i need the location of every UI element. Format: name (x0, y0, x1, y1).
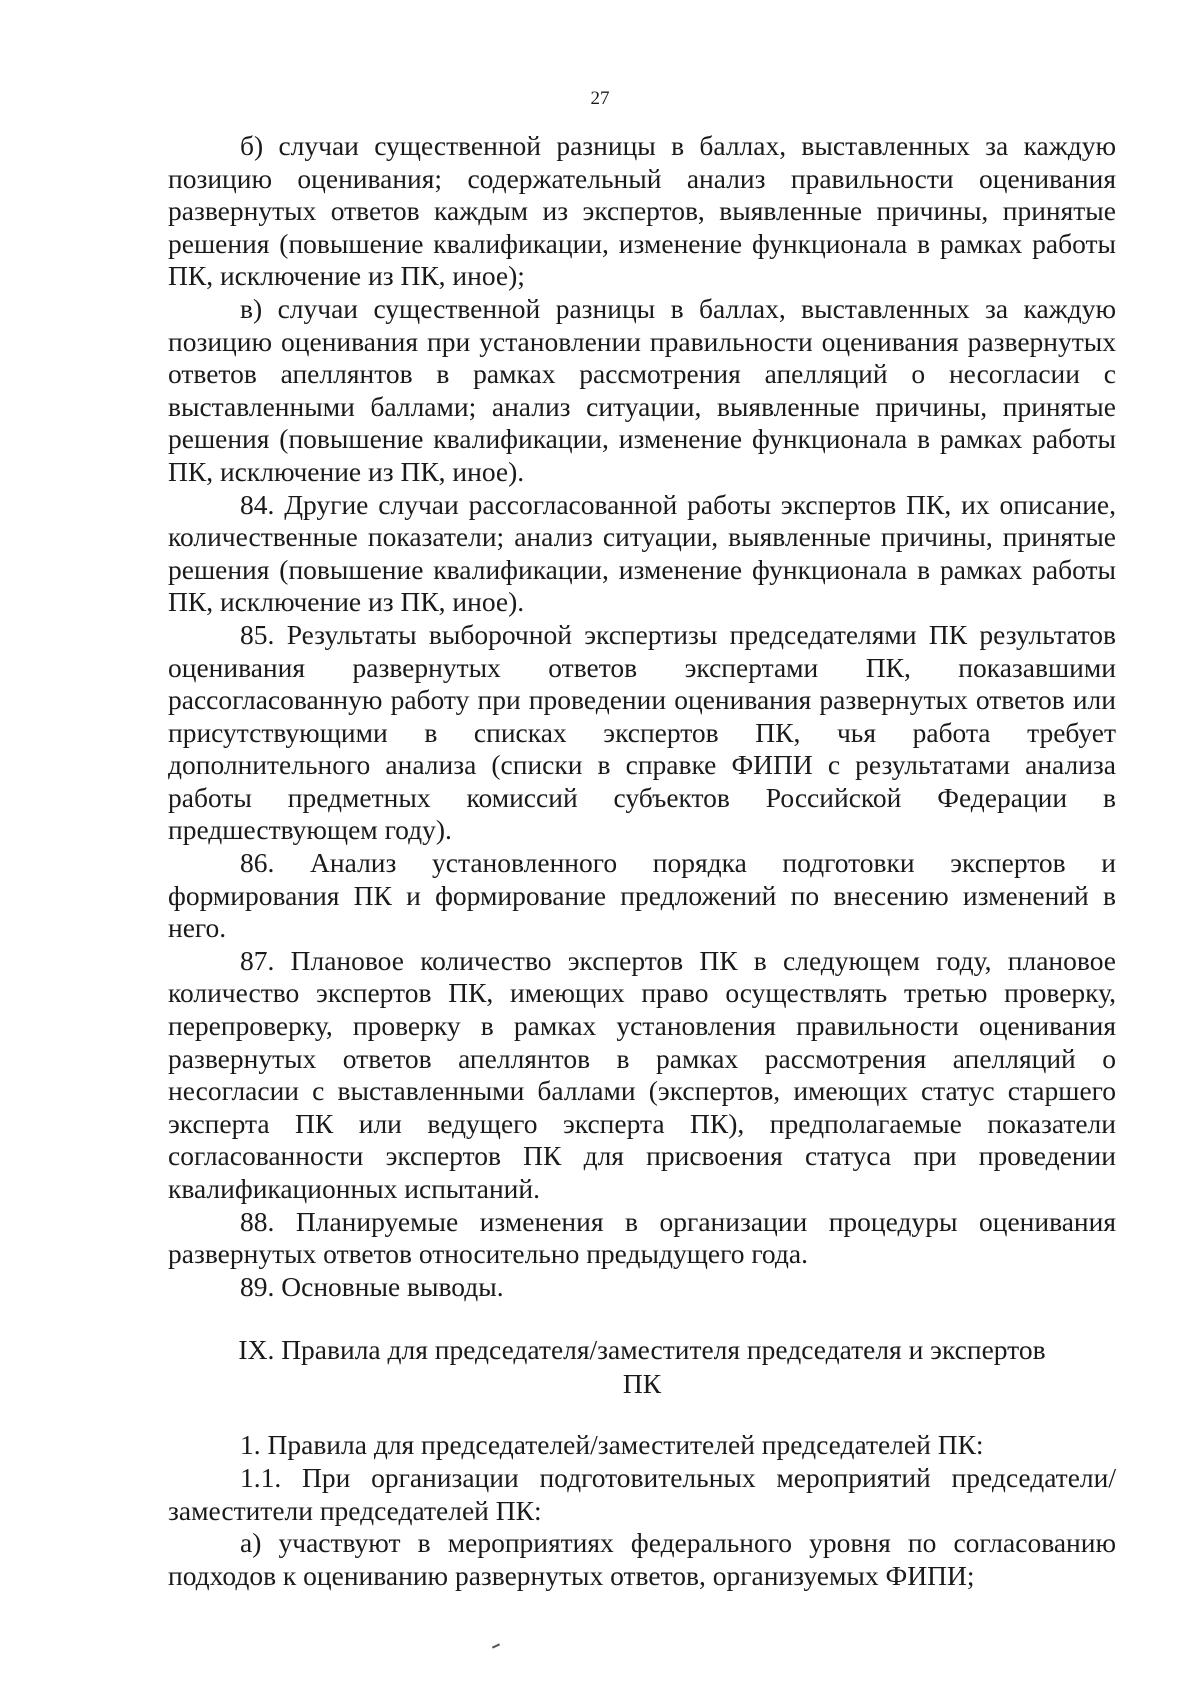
section-heading-line-1: IX. Правила для председателя/заместителя председателя и экспертов (238, 1334, 1046, 1366)
paragraph-88: 88. Планируемые изменения в организации процедуры оценивания развернутых ответов относительно предыдущего года. (168, 1205, 1116, 1270)
paragraph-v: в) случаи существенной разницы в баллах, выставленных за каждую позицию оценивания при установлении правильности оценивания развернутых ответов апеллянтов в рамках рассмотрения апелляций о несогласии с выставленными баллами; анализ ситуации, выявленные причины, принятые решения (повышение квалификации, изменение функционала в рамках работы ПК, исключение из ПК, иное). (168, 292, 1116, 487)
section-heading-line-2: ПК (622, 1368, 662, 1400)
paragraph-87: 87. Плановое количество экспертов ПК в следующем году, плановое количество экспертов ПК, имеющих право осуществлять третью проверку, перепроверку, проверку в рамках установления правильности оценивания развернутых ответов апеллянтов в рамках рассмотрения апелляций о несогласии с выставленными баллами (экспертов, имеющих статус старшего эксперта ПК или ведущего эксперта ПК), предполагаемые показатели согласованности экспертов ПК для присвоения статуса при проведении квалификационных испытаний. (168, 944, 1116, 1204)
paragraph-84: 84. Другие случаи рассогласованной работы экспертов ПК, их описание, количественные показатели; анализ ситуации, выявленные причины, принятые решения (повышение квалификации, изменение функционала в рамках работы ПК, исключение из ПК, иное). (168, 488, 1116, 618)
document-body (168, 130, 1116, 1592)
paragraph-89: 89. Основные выводы. (240, 1270, 504, 1302)
paragraph-85: 85. Результаты выборочной экспертизы председателями ПК результатов оценивания развернутых ответов экспертами ПК, показавшими рассогласованную работу при проведении оценивания развернутых ответов или присутствующими в списках экспертов ПК, чья работа требует дополнительного анализа (списки в справке ФИПИ с результатами анализа работы предметных комиссий субъектов Российской Федерации в предшествующем году). (168, 618, 1116, 846)
page-number: 27 (590, 88, 610, 109)
paragraph-rule-1-1: 1.1. При организации подготовительных мероприятий председатели/заместители председателей ПК: (168, 1461, 1116, 1526)
paragraph-b: б) случаи существенной разницы в баллах, выставленных за каждую позицию оценивания; содержательный анализ правильности оценивания развернутых ответов каждым из экспертов, выявленные причины, принятые решения (повышение квалификации, изменение функционала в рамках работы ПК, исключение из ПК, иное); (168, 130, 1116, 292)
paragraph-rule-1: 1. Правила для председателей/заместителей председателей ПК: (240, 1429, 984, 1461)
scan-mark (492, 1643, 500, 1648)
paragraph-86: 86. Анализ установленного порядка подготовки экспертов и формирования ПК и формирование предложений по внесению изменений в него. (168, 847, 1116, 944)
paragraph-rule-a: а) участвуют в мероприятиях федерального уровня по согласованию подходов к оцениванию развернутых ответов, организуемых ФИПИ; (168, 1527, 1116, 1591)
section-heading (168, 1333, 1116, 1401)
